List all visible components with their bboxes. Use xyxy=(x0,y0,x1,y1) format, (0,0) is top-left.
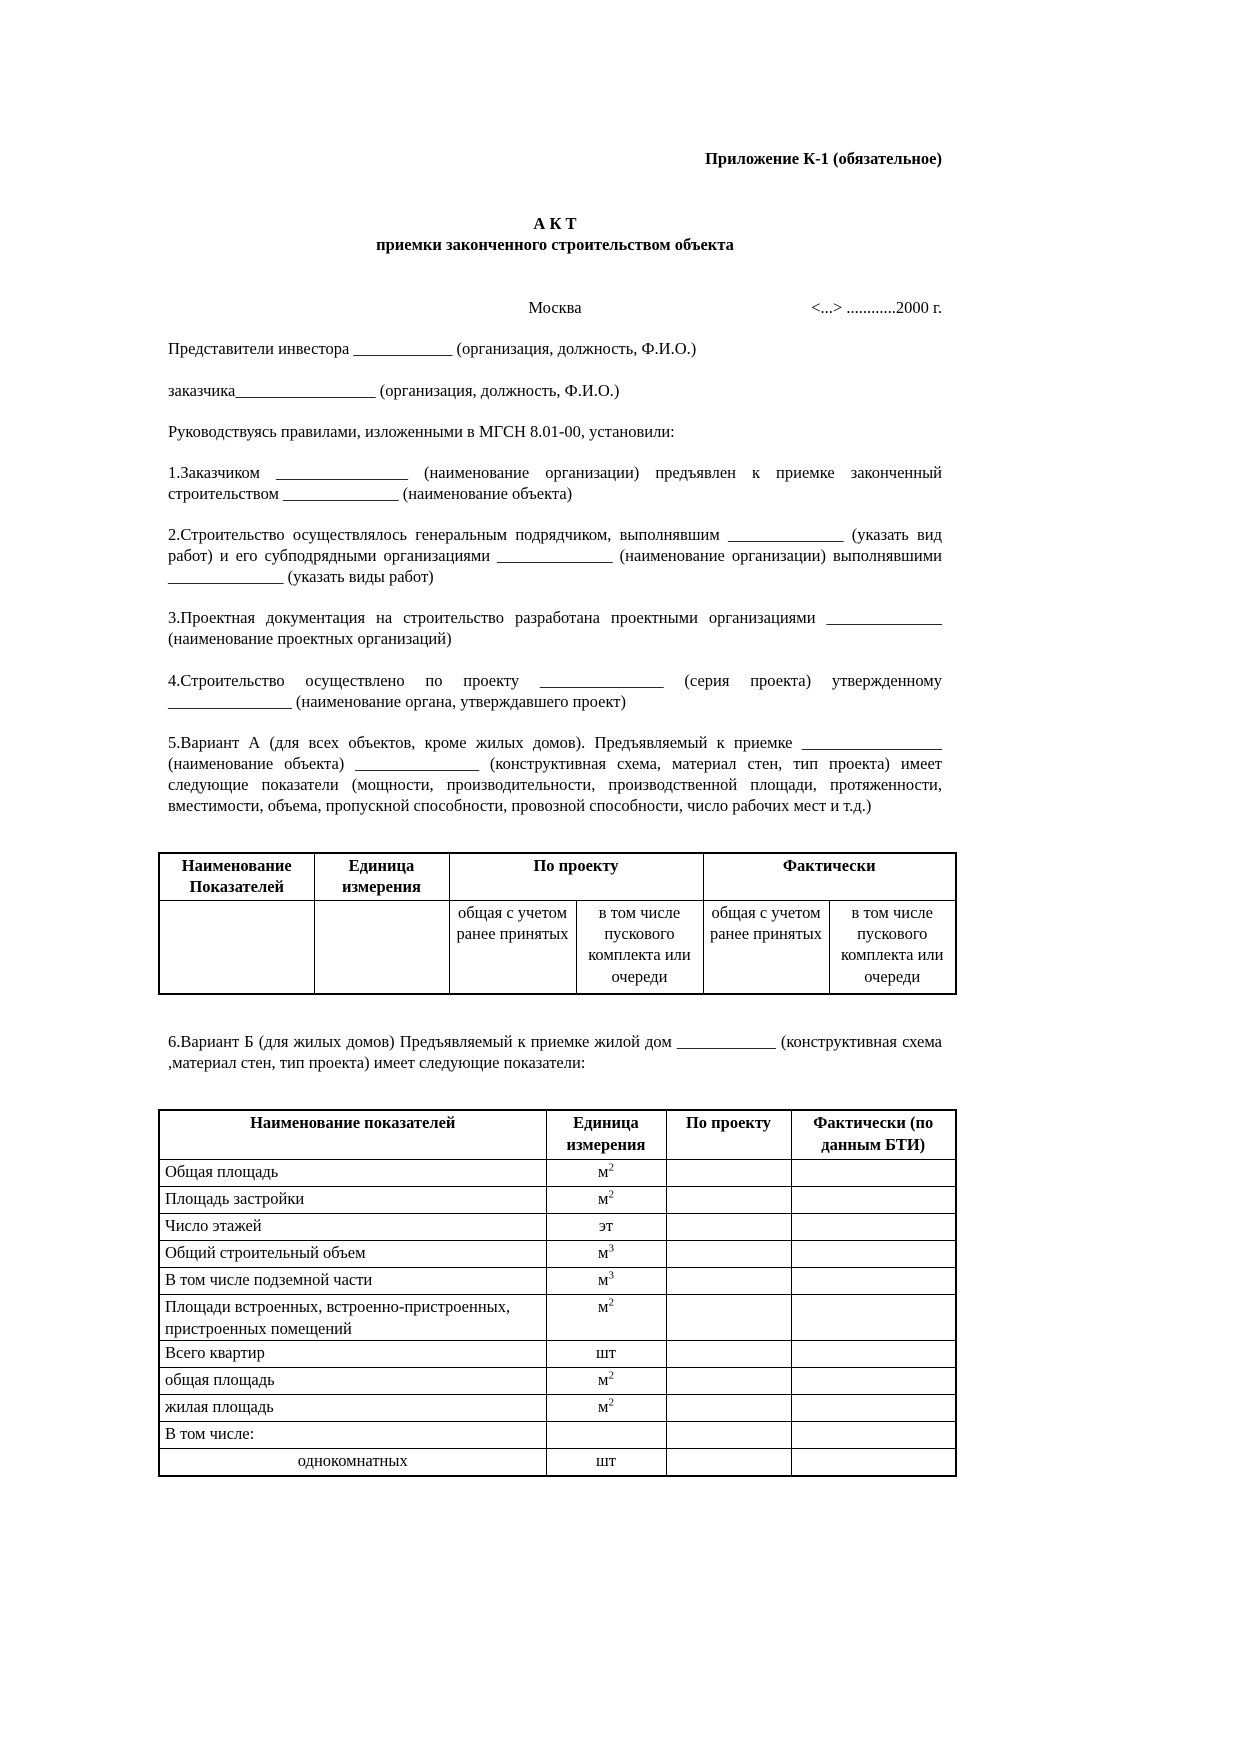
t2-header-actual: Фактически (по данным БТИ) xyxy=(791,1110,956,1160)
item-2: 2.Строительство осуществлялось генеральным подрядчиком, выполнявшим ______________ (указать вид работ) и его субподрядными организациями ______________ (наименование организации) выполнявшими ______________ (указать виды работ) xyxy=(168,524,942,587)
row-project-value xyxy=(666,1367,791,1394)
item-5: 5.Вариант А (для всех объектов, кроме жилых домов). Предъявляемый к приемке _________________ (наименование объекта) _______________ (конструктивная схема, материал стен, тип проекта) имеет следующие показатели (мощности, производительности, производственной площади, протяженности, вместимости, объема, пропускной способности, провозной способности, число рабочих мест и т.д.) xyxy=(168,732,942,816)
row-label: Общая площадь xyxy=(159,1160,546,1187)
unit-superscript: 3 xyxy=(608,1242,614,1255)
row-actual-value xyxy=(791,1340,956,1367)
unit-text: шт xyxy=(596,1450,616,1470)
row-label: Общий строительный объем xyxy=(159,1241,546,1268)
t2-header-project: По проекту xyxy=(666,1110,791,1160)
t1-empty-unit-cell xyxy=(314,901,449,995)
unit-superscript: 3 xyxy=(608,1269,614,1282)
t2-header-name: Наименование показателей xyxy=(159,1110,546,1160)
row-actual-value xyxy=(791,1268,956,1295)
indicators-table-variant-b xyxy=(158,1109,957,1476)
row-project-value xyxy=(666,1295,791,1340)
row-unit xyxy=(546,1394,666,1421)
table-row xyxy=(159,1268,956,1295)
t1-header-unit: Единица измерения xyxy=(314,853,449,901)
table-row xyxy=(159,1340,956,1367)
row-actual-value xyxy=(791,1187,956,1214)
item-3: 3.Проектная документация на строительство разработана проектными организациями ______________ (наименование проектных организаций) xyxy=(168,608,942,649)
row-actual-value xyxy=(791,1448,956,1476)
row-unit xyxy=(546,1295,666,1340)
date-label: <...> ............2000 г. xyxy=(811,298,943,318)
unit-superscript: 2 xyxy=(608,1161,614,1174)
row-actual-value xyxy=(791,1421,956,1448)
table-row xyxy=(159,853,956,901)
t1-sub-actual-launch: в том числе пускового комплекта или очереди xyxy=(829,901,956,995)
row-unit xyxy=(546,1340,666,1367)
t1-sub-actual-total: общая с учетом ранее принятых xyxy=(703,901,829,995)
row-actual-value xyxy=(791,1214,956,1241)
table-row xyxy=(159,1448,956,1476)
row-project-value xyxy=(666,1160,791,1187)
table-row xyxy=(159,1110,956,1160)
table-row xyxy=(159,1160,956,1187)
row-unit xyxy=(546,1160,666,1187)
item-6: 6.Вариант Б (для жилых домов) Предъявляемый к приемке жилой дом ____________ (конструктивная схема ,материал стен, тип проекта) имеет следующие показатели: xyxy=(168,1032,942,1073)
unit-text: м xyxy=(598,1297,609,1317)
intro-customer: заказчика_________________ (организация, должность, Ф.И.О.) xyxy=(168,380,620,400)
place-label: Москва xyxy=(528,298,582,318)
item-4: 4.Строительство осуществлено по проекту _______________ (серия проекта) утвержденному _______________ (наименование органа, утверждавшего проект) xyxy=(168,670,942,711)
row-project-value xyxy=(666,1394,791,1421)
unit-text: шт xyxy=(596,1342,616,1362)
t1-sub-project-total: общая с учетом ранее принятых xyxy=(449,901,576,995)
row-project-value xyxy=(666,1448,791,1476)
table-row xyxy=(159,1421,956,1448)
t1-group-actual: Фактически xyxy=(703,853,956,901)
table-row xyxy=(159,1214,956,1241)
indicators-table-variant-a xyxy=(158,852,957,995)
t1-group-project: По проекту xyxy=(449,853,703,901)
row-actual-value xyxy=(791,1295,956,1340)
table-row xyxy=(159,1187,956,1214)
row-actual-value xyxy=(791,1367,956,1394)
row-project-value xyxy=(666,1268,791,1295)
row-unit xyxy=(546,1448,666,1476)
row-label: В том числе подземной части xyxy=(159,1268,546,1295)
row-label: Площадь застройки xyxy=(159,1187,546,1214)
unit-superscript: 2 xyxy=(608,1296,614,1309)
unit-text: м xyxy=(598,1396,609,1416)
row-unit xyxy=(546,1187,666,1214)
row-project-value xyxy=(666,1187,791,1214)
unit-text: м xyxy=(598,1162,609,1182)
annex-label: Приложение К-1 (обязательное) xyxy=(705,149,942,168)
row-unit xyxy=(546,1241,666,1268)
row-label: общая площадь xyxy=(159,1367,546,1394)
row-actual-value xyxy=(791,1241,956,1268)
row-unit xyxy=(546,1268,666,1295)
intro-rules: Руководствуясь правилами, изложенными в МГСН 8.01-00, установили: xyxy=(168,421,675,441)
unit-text: м xyxy=(598,1189,609,1209)
unit-superscript: 2 xyxy=(608,1396,614,1409)
t1-empty-name-cell xyxy=(159,901,314,995)
row-unit xyxy=(546,1421,666,1448)
row-label: однокомнатных xyxy=(159,1448,546,1476)
row-unit xyxy=(546,1214,666,1241)
item-1: 1.Заказчиком ________________ (наименование организации) предъявлен к приемке законченный строительством ______________ (наименование объекта) xyxy=(168,462,942,503)
row-actual-value xyxy=(791,1160,956,1187)
unit-superscript: 2 xyxy=(608,1369,614,1382)
table-row xyxy=(159,1367,956,1394)
row-label: Число этажей xyxy=(159,1214,546,1241)
row-project-value xyxy=(666,1214,791,1241)
row-project-value xyxy=(666,1421,791,1448)
row-unit xyxy=(546,1367,666,1394)
table-row xyxy=(159,901,956,995)
table-row xyxy=(159,1295,956,1340)
row-project-value xyxy=(666,1241,791,1268)
unit-text: эт xyxy=(598,1216,614,1236)
doc-title: А К Т xyxy=(533,214,577,234)
row-label: жилая площадь xyxy=(159,1394,546,1421)
t2-header-unit: Единица измерения xyxy=(546,1110,666,1160)
doc-subtitle: приемки законченного строительством объекта xyxy=(376,235,734,255)
place-date-line xyxy=(168,297,942,318)
row-label: В том числе: xyxy=(159,1421,546,1448)
unit-text: м xyxy=(598,1270,609,1290)
t1-sub-project-launch: в том числе пускового комплекта или очереди xyxy=(576,901,703,995)
table-row xyxy=(159,1241,956,1268)
row-label: Площади встроенных, встроенно-пристроенных, пристроенных помещений xyxy=(159,1295,546,1340)
t1-header-name: Наименование Показателей xyxy=(159,853,314,901)
row-project-value xyxy=(666,1340,791,1367)
row-actual-value xyxy=(791,1394,956,1421)
intro-investor: Представители инвестора ____________ (организация, должность, Ф.И.О.) xyxy=(168,339,697,359)
unit-superscript: 2 xyxy=(608,1188,614,1201)
table-row xyxy=(159,1394,956,1421)
unit-text: м xyxy=(598,1243,609,1263)
unit-text: м xyxy=(598,1369,609,1389)
row-label: Всего квартир xyxy=(159,1340,546,1367)
